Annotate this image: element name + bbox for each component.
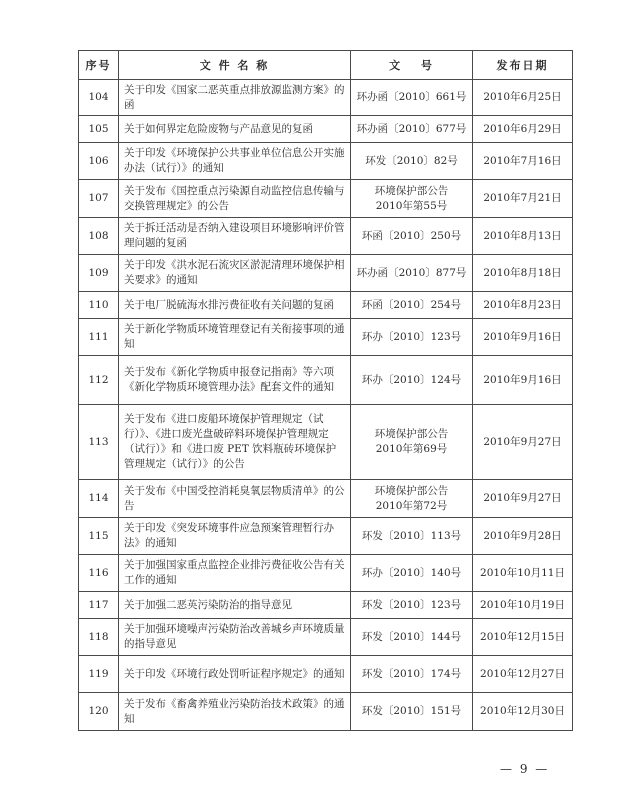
cell-docno bbox=[351, 518, 473, 555]
docno-line: 环函〔2010〕250号 bbox=[361, 229, 462, 242]
cell-docno bbox=[351, 693, 473, 731]
docno-line: 环办〔2010〕140号 bbox=[361, 566, 462, 579]
cell-docno bbox=[351, 180, 473, 218]
docno-line: 环境保护部公告 bbox=[374, 484, 449, 497]
cell-title: 关于发布《进口废船环境保护管理规定（试行）》、《进口废光盘破碎料环境保护管理规定（试行）》和《进口废 PET 饮料瓶砖环境保护管理规定（试行）》的公告 bbox=[119, 405, 351, 480]
cell-no: 113 bbox=[79, 405, 119, 480]
cell-title: 关于发布《新化学物质申报登记指南》等六项《新化学物质环境管理办法》配套文件的通知 bbox=[119, 356, 351, 405]
docno-line: 环办函〔2010〕677号 bbox=[356, 122, 467, 135]
document-table bbox=[78, 50, 573, 731]
table-row bbox=[79, 693, 573, 731]
docno-line: 环境保护部公告 bbox=[374, 184, 449, 197]
cell-title: 关于电厂脱硫海水排污费征收有关问题的复函 bbox=[119, 292, 351, 319]
docno-line: 环发〔2010〕144号 bbox=[361, 630, 462, 643]
cell-title: 关于印发《洪水泥石流灾区淤泥清理环境保护相关要求》的通知 bbox=[119, 255, 351, 292]
table-row bbox=[79, 656, 573, 693]
cell-date: 2010年6月25日 bbox=[473, 80, 573, 116]
cell-title: 关于印发《突发环境事件应急预案管理暂行办法》的通知 bbox=[119, 518, 351, 555]
docno-line: 环办〔2010〕123号 bbox=[361, 330, 462, 343]
table-row bbox=[79, 143, 573, 180]
cell-title: 关于拆迁活动是否纳入建设项目环境影响评价管理问题的复函 bbox=[119, 218, 351, 255]
cell-date: 2010年10月19日 bbox=[473, 592, 573, 619]
cell-date: 2010年9月27日 bbox=[473, 480, 573, 518]
cell-date: 2010年10月11日 bbox=[473, 555, 573, 592]
cell-title: 关于印发《环境保护公共事业单位信息公开实施办法（试行）》的通知 bbox=[119, 143, 351, 180]
table-row bbox=[79, 518, 573, 555]
docno-line: 环发〔2010〕123号 bbox=[361, 598, 462, 611]
table-row bbox=[79, 319, 573, 356]
cell-docno bbox=[351, 143, 473, 180]
cell-docno bbox=[351, 319, 473, 356]
cell-date: 2010年7月16日 bbox=[473, 143, 573, 180]
docno-line: 环办函〔2010〕661号 bbox=[356, 91, 467, 103]
cell-title: 关于加强二恶英污染防治的指导意见 bbox=[119, 592, 351, 619]
table-row bbox=[79, 480, 573, 518]
cell-date: 2010年9月16日 bbox=[473, 319, 573, 356]
cell-docno bbox=[351, 356, 473, 405]
cell-no: 107 bbox=[79, 180, 119, 218]
table-row bbox=[79, 180, 573, 218]
cell-no: 114 bbox=[79, 480, 119, 518]
header-title: 文 件 名 称 bbox=[119, 51, 351, 80]
header-no: 序号 bbox=[79, 51, 119, 80]
table-row bbox=[79, 555, 573, 592]
docno-line: 环办〔2010〕124号 bbox=[361, 373, 462, 386]
cell-docno bbox=[351, 405, 473, 480]
docno-line: 环函〔2010〕254号 bbox=[361, 298, 462, 311]
header-date: 发布日期 bbox=[473, 51, 573, 80]
table-row bbox=[79, 116, 573, 143]
cell-date: 2010年8月23日 bbox=[473, 292, 573, 319]
cell-no: 112 bbox=[79, 356, 119, 405]
cell-title: 关于加强环境噪声污染防治改善城乡声环境质量的指导意见 bbox=[119, 619, 351, 656]
table-body bbox=[79, 80, 573, 731]
cell-no: 104 bbox=[79, 80, 119, 116]
table-row bbox=[79, 405, 573, 480]
cell-date: 2010年6月29日 bbox=[473, 116, 573, 143]
table-header-row bbox=[79, 51, 573, 80]
cell-date: 2010年9月28日 bbox=[473, 518, 573, 555]
cell-docno bbox=[351, 480, 473, 518]
cell-docno bbox=[351, 592, 473, 619]
cell-docno bbox=[351, 116, 473, 143]
cell-no: 108 bbox=[79, 218, 119, 255]
cell-no: 120 bbox=[79, 693, 119, 731]
cell-no: 105 bbox=[79, 116, 119, 143]
cell-no: 116 bbox=[79, 555, 119, 592]
cell-docno bbox=[351, 80, 473, 116]
cell-title: 关于发布《国控重点污染源自动监控信息传输与交换管理规定》的公告 bbox=[119, 180, 351, 218]
table-row bbox=[79, 255, 573, 292]
cell-docno bbox=[351, 656, 473, 693]
page-number: — 9 — bbox=[500, 762, 550, 776]
cell-no: 109 bbox=[79, 255, 119, 292]
docno-line: 2010年第72号 bbox=[375, 499, 448, 512]
cell-no: 111 bbox=[79, 319, 119, 356]
cell-date: 2010年12月30日 bbox=[473, 693, 573, 731]
cell-date: 2010年8月18日 bbox=[473, 255, 573, 292]
cell-title: 关于发布《中国受控消耗臭氧层物质清单》的公告 bbox=[119, 480, 351, 518]
cell-docno bbox=[351, 292, 473, 319]
table-row bbox=[79, 80, 573, 116]
cell-docno bbox=[351, 218, 473, 255]
cell-docno bbox=[351, 619, 473, 656]
docno-line: 环办函〔2010〕877号 bbox=[356, 266, 467, 279]
cell-date: 2010年12月27日 bbox=[473, 656, 573, 693]
cell-no: 115 bbox=[79, 518, 119, 555]
cell-title: 关于加强国家重点监控企业排污费征收公告有关工作的通知 bbox=[119, 555, 351, 592]
cell-no: 117 bbox=[79, 592, 119, 619]
cell-title: 关于新化学物质环境管理登记有关衔接事项的通知 bbox=[119, 319, 351, 356]
cell-title: 关于印发《环境行政处罚听证程序规定》的通知 bbox=[119, 656, 351, 693]
docno-line: 环境保护部公告 bbox=[374, 428, 449, 440]
docno-line: 2010年第55号 bbox=[375, 199, 448, 212]
cell-date: 2010年9月27日 bbox=[473, 405, 573, 480]
docno-line: 环发〔2010〕151号 bbox=[361, 705, 462, 717]
cell-title: 关于发布《畜禽养殖业污染防治技术政策》的通知 bbox=[119, 693, 351, 731]
table-row bbox=[79, 356, 573, 405]
table-row bbox=[79, 292, 573, 319]
cell-date: 2010年7月21日 bbox=[473, 180, 573, 218]
cell-date: 2010年9月16日 bbox=[473, 356, 573, 405]
cell-no: 110 bbox=[79, 292, 119, 319]
cell-docno bbox=[351, 255, 473, 292]
table-row bbox=[79, 592, 573, 619]
cell-title: 关于如何界定危险废物与产品意见的复函 bbox=[119, 116, 351, 143]
table-row bbox=[79, 619, 573, 656]
cell-no: 106 bbox=[79, 143, 119, 180]
docno-line: 环发〔2010〕82号 bbox=[365, 154, 458, 167]
cell-no: 118 bbox=[79, 619, 119, 656]
cell-title: 关于印发《国家二恶英重点排放源监测方案》的函 bbox=[119, 80, 351, 116]
table-row bbox=[79, 218, 573, 255]
cell-no: 119 bbox=[79, 656, 119, 693]
cell-date: 2010年8月13日 bbox=[473, 218, 573, 255]
docno-line: 环发〔2010〕113号 bbox=[361, 529, 462, 542]
docno-line: 2010年第69号 bbox=[375, 443, 448, 455]
cell-docno bbox=[351, 555, 473, 592]
header-docno: 文 号 bbox=[351, 51, 473, 80]
docno-line: 环发〔2010〕174号 bbox=[361, 667, 462, 680]
cell-date: 2010年12月15日 bbox=[473, 619, 573, 656]
